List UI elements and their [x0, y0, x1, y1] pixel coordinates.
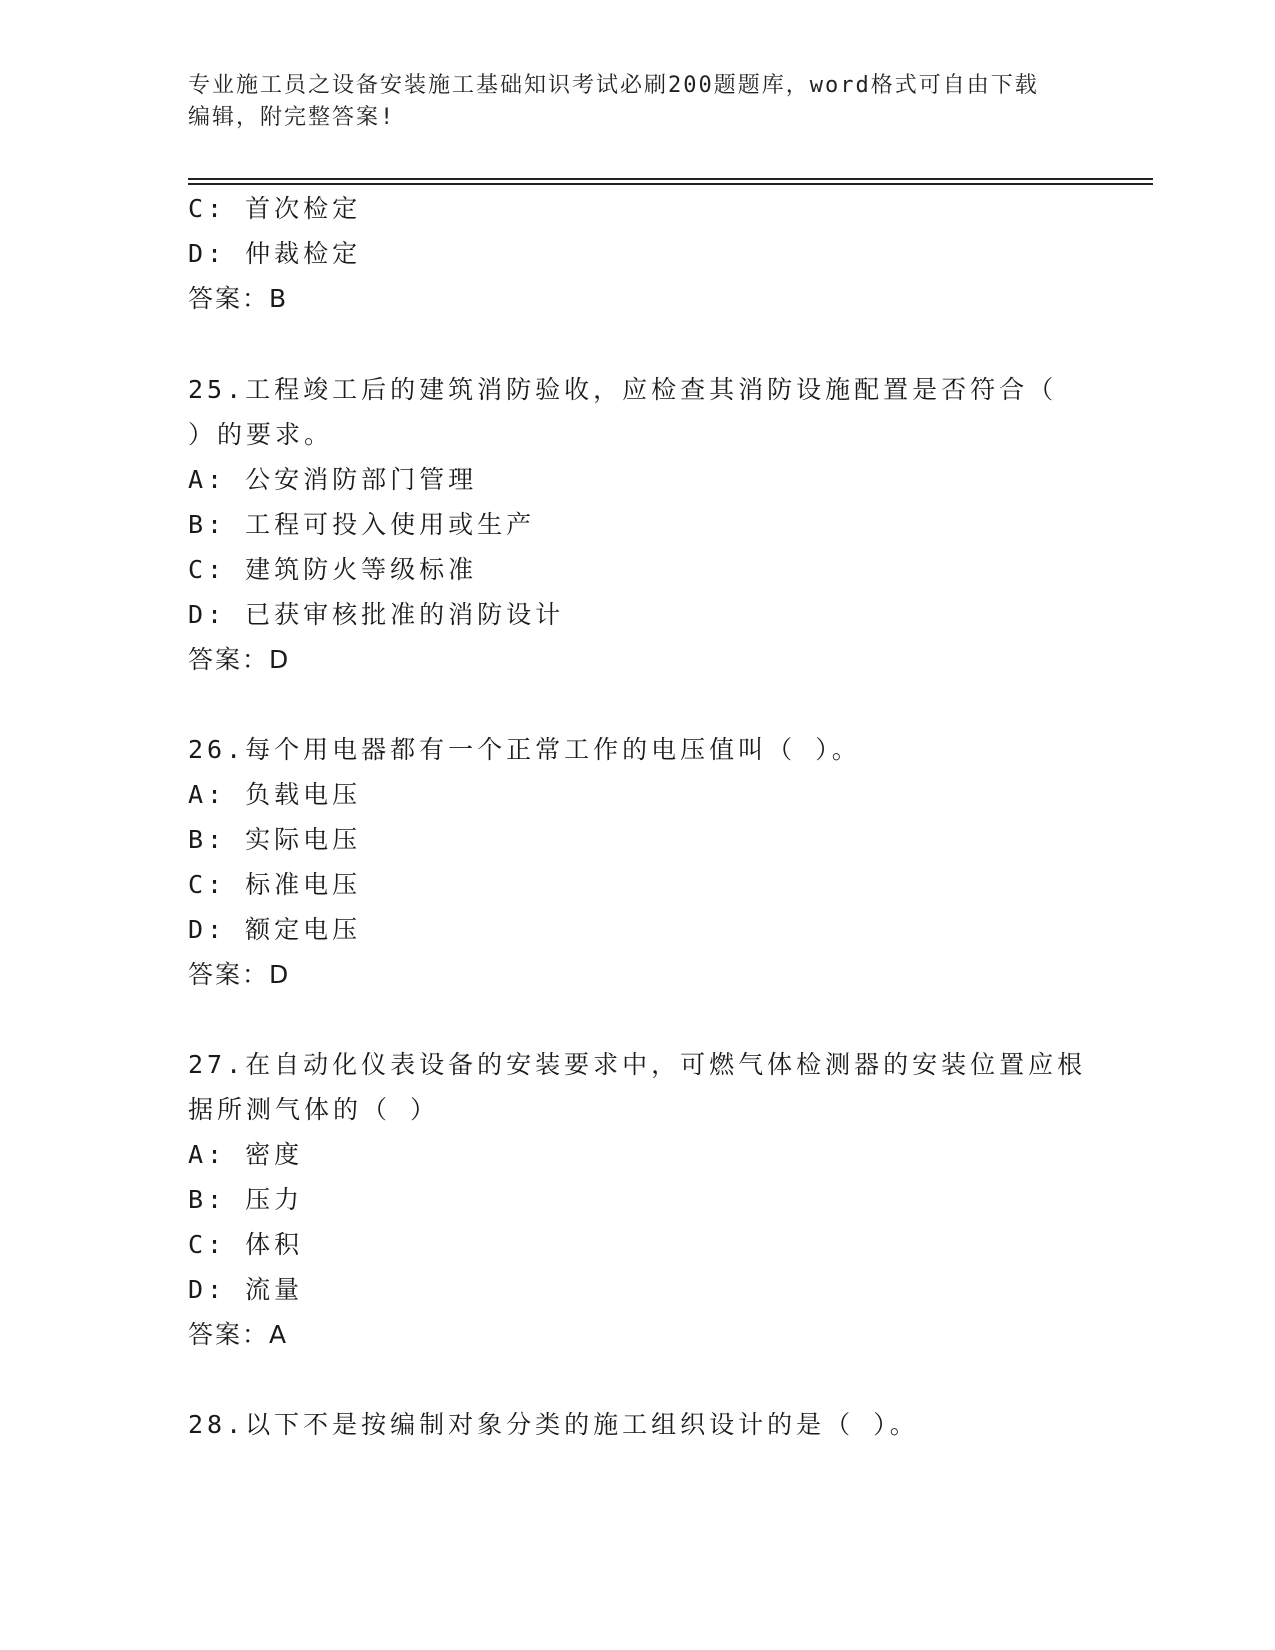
- q26-option-d: D: 额定电压: [188, 915, 362, 944]
- q28-stem-line-1: 28.以下不是按编制对象分类的施工组织设计的是（ ）。: [188, 1410, 919, 1439]
- prev-option-d: D: 仲裁检定: [188, 239, 362, 268]
- q27-stem-line-1: 27.在自动化仪表设备的安装要求中，可燃气体检测器的安装位置应根: [188, 1050, 1087, 1079]
- prev-answer: 答案：B: [188, 284, 289, 313]
- header-divider-top: [188, 178, 1153, 180]
- q27-option-b: B: 压力: [188, 1185, 304, 1214]
- q27-answer: 答案：A: [188, 1320, 289, 1349]
- prev-option-c: C: 首次检定: [188, 194, 362, 223]
- document-header: [188, 70, 1068, 134]
- q26-answer: 答案：D: [188, 960, 291, 989]
- q26-option-a: A: 负载电压: [188, 780, 362, 809]
- q25-option-d: D: 已获审核批准的消防设计: [188, 600, 565, 629]
- q25-answer: 答案：D: [188, 645, 291, 674]
- q27-option-a: A: 密度: [188, 1140, 304, 1169]
- q25-option-a: A: 公安消防部门管理: [188, 465, 478, 494]
- q25-stem-line-1: 25.工程竣工后的建筑消防验收，应检查其消防设施配置是否符合（: [188, 375, 1058, 404]
- q25-option-c: C: 建筑防火等级标准: [188, 555, 478, 584]
- q25-option-b: B: 工程可投入使用或生产: [188, 510, 536, 539]
- header-line-2: 编辑，附完整答案!: [188, 105, 396, 130]
- q26-option-c: C: 标准电压: [188, 870, 362, 899]
- q26-option-b: B: 实际电压: [188, 825, 362, 854]
- header-line-1: 专业施工员之设备安装施工基础知识考试必刷200题题库，word格式可自由下载: [188, 73, 1039, 98]
- header-divider-bottom: [188, 183, 1153, 185]
- q27-option-d: D: 流量: [188, 1275, 304, 1304]
- q27-option-c: C: 体积: [188, 1230, 304, 1259]
- q27-stem-line-2: 据所测气体的（ ）: [188, 1095, 440, 1124]
- q25-stem-line-2: ）的要求。: [188, 420, 334, 449]
- q26-stem-line-1: 26.每个用电器都有一个正常工作的电压值叫（ ）。: [188, 735, 861, 764]
